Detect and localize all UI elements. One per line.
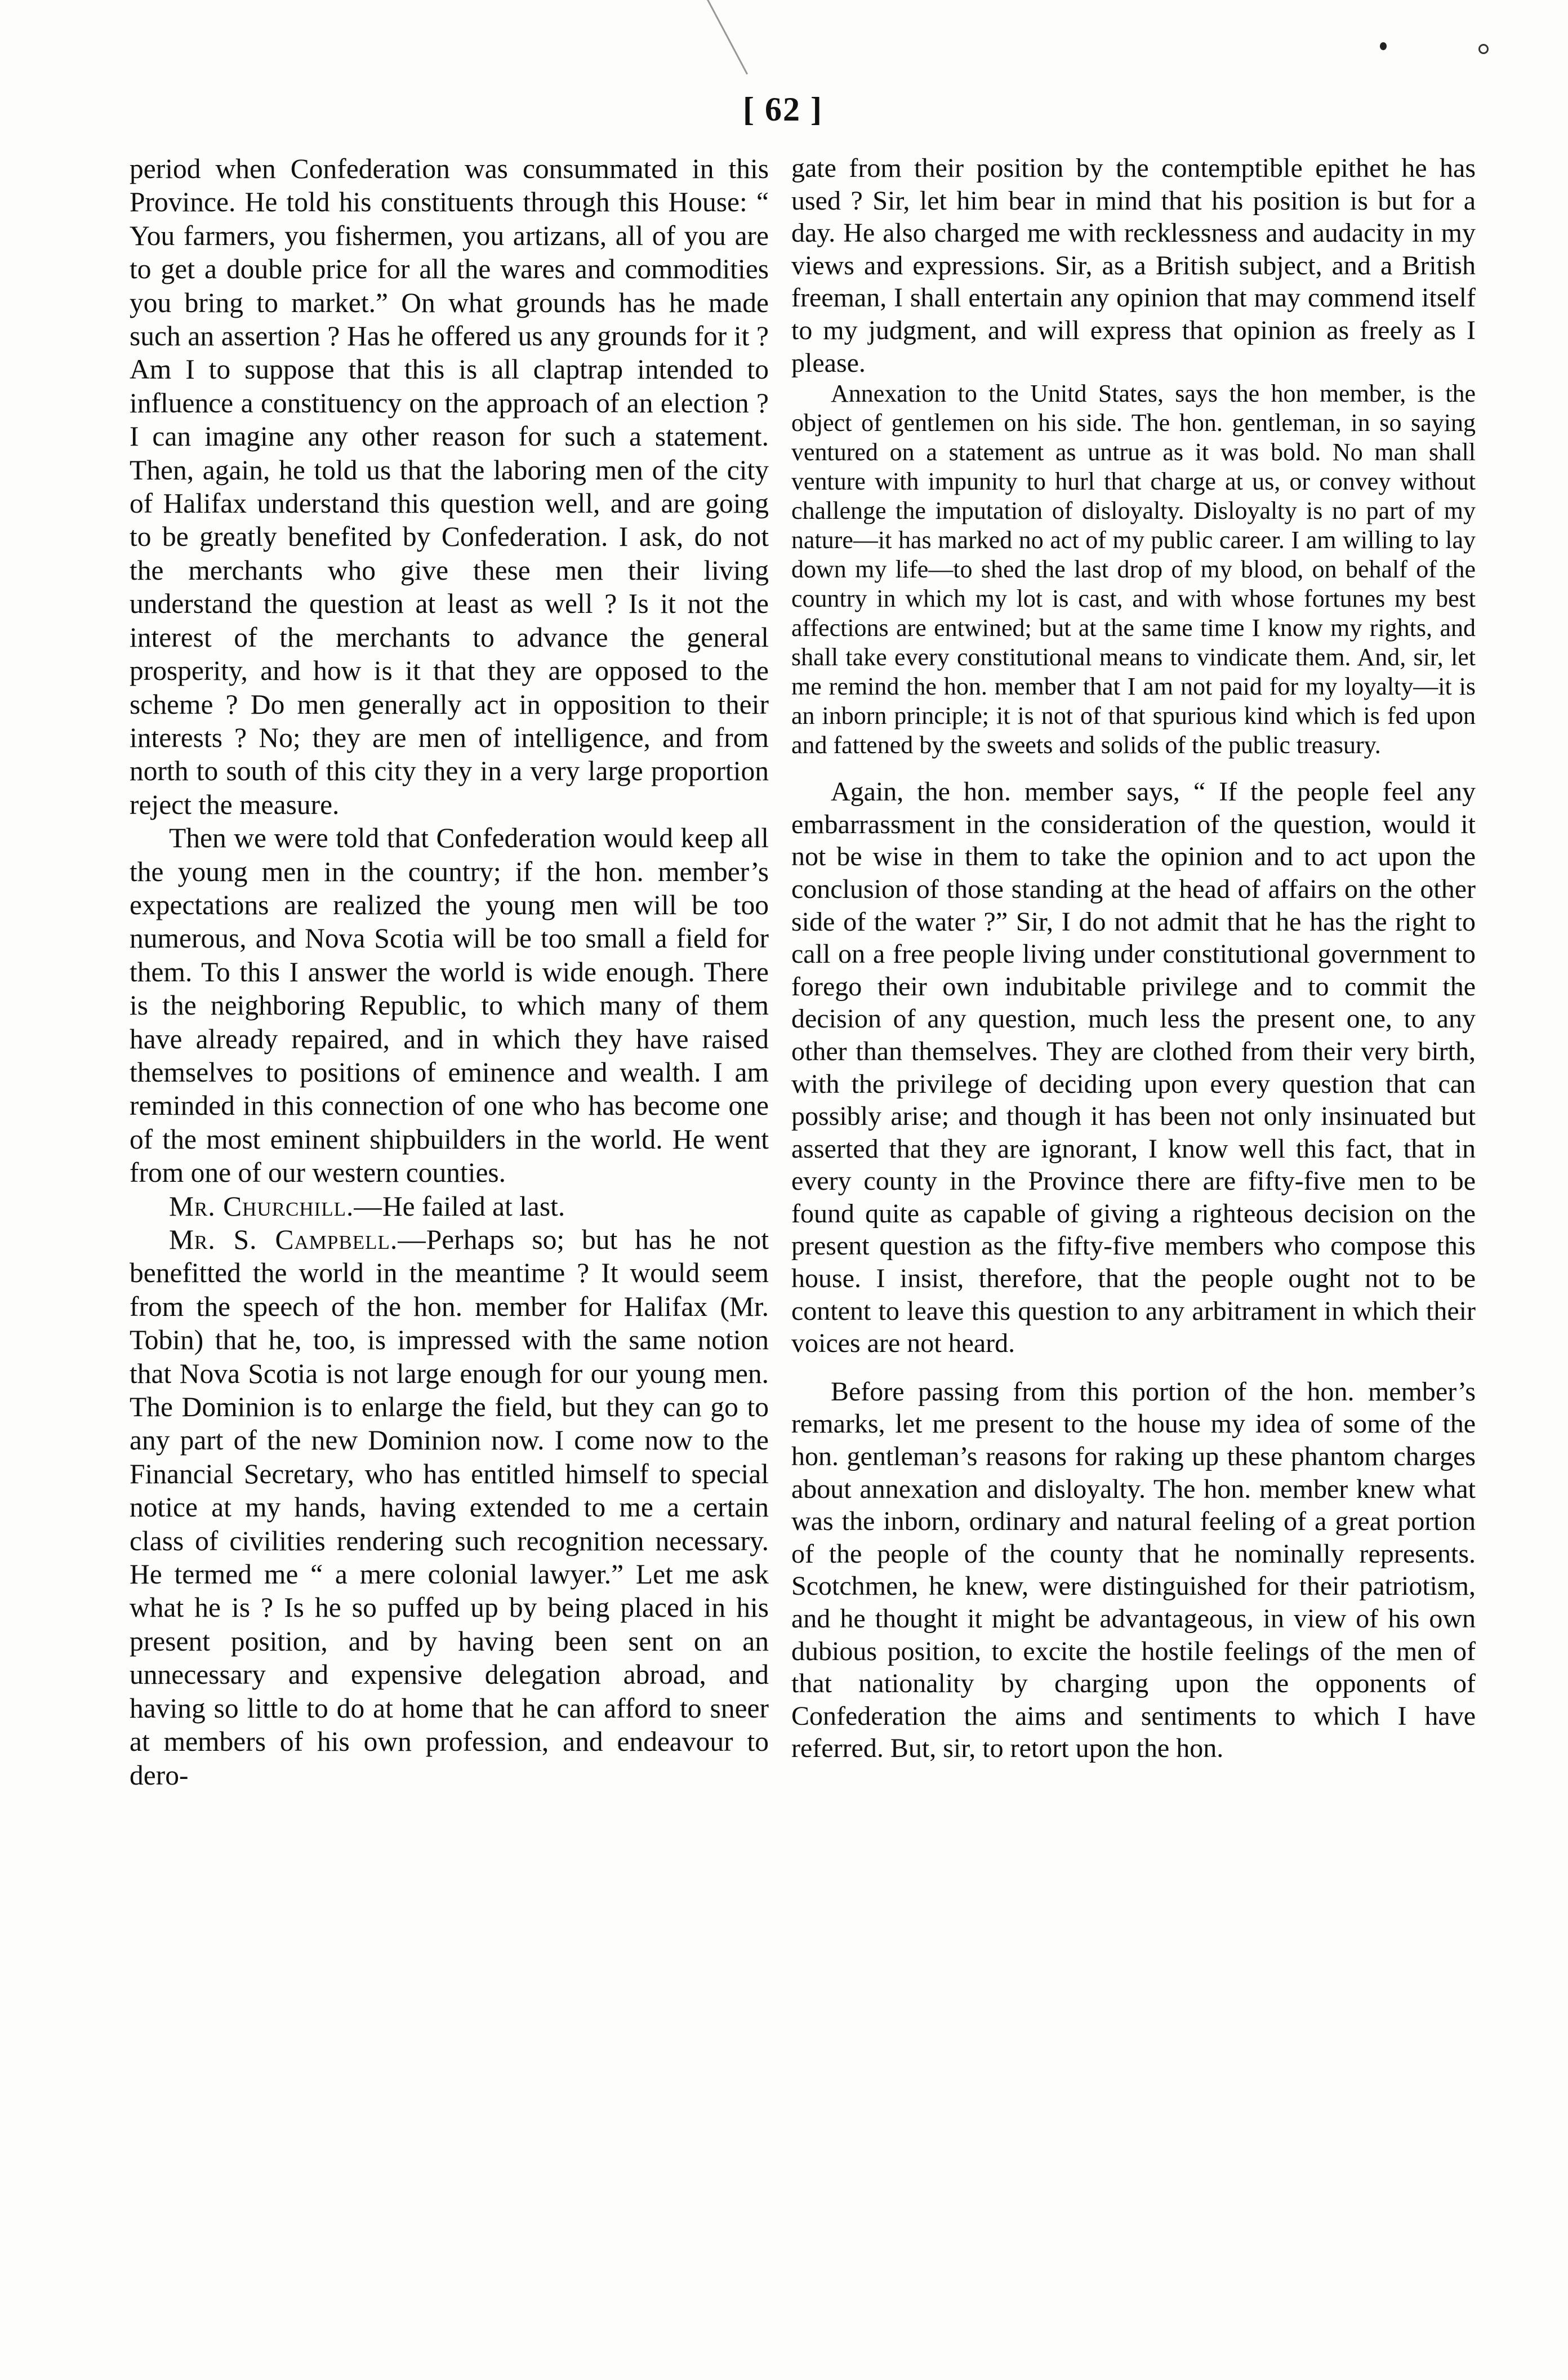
paragraph: Annexation to the Unitd States, says the hon member, is the object of gentlemen on his side. The hon. gentleman, in so saying ventured on a statement as untrue as it was bold. No man shall venture with impunity to hurl that charge at us, or convey without challenge the imputation of disloyalty. Disloyalty is no part of my nature—it has marked no act of my public career. I am willing to lay down my life—to shed the last drop of my blood, on behalf of the country in which my lot is cast, and with whose fortunes my best affections are entwined; but at the same time I know my rights, and shall take every constitutional means to vindicate them. And, sir, let me remind the hon. member that I am not paid for my loyalty—it is an inborn principle; it is not of that spurious kind which is fed upon and fattened by the sweets and solids of the public treasury. xyxy=(791,380,1476,759)
scan-fold-line xyxy=(707,0,748,74)
paragraph: Again, the hon. member says, “ If the people feel any embarrassment in the consideration of the question, would it not be wise in them to take the opinion and to act upon the conclusion of those standing at the head of affairs on the other side of the water ?” Sir, I do not admit that he has the right to call on a free people living under constitutional government to forego their own indubitable privilege and to commit the decision of any question, much less the present one, to any other than themselves. They are clothed from their very birth, with the privilege of deciding upon every question that can possibly arise; and though it has been not only insinuated but asserted that they are ignorant, I know well this fact, that in every county in the Province there are fifty-five men to be found quite as capable of giving a righteous decision on the present question as the fifty-five members who compose this house. I insist, therefore, that the people ought not to be content to leave this question to any arbitrament in which their voices are not heard. xyxy=(791,777,1476,1359)
paragraph: period when Confederation was consummated in this Province. He told his constituents through this House: “ You farmers, you fishermen, you artizans, all of you are to get a double price for all the wares and commodities you bring to market.” On what grounds has he made such an assertion ? Has he offered us any grounds for it ? Am I to suppose that this is all claptrap intended to influence a constituency on the approach of an election ? I can imagine any other reason for such a statement. Then, again, he told us that the laboring men of the city of Halifax understand this question well, and are going to be greatly benefited by Confederation. I ask, do not the merchants who give these men their living understand the question at least as well ? Is it not the interest of the merchants to advance the general prosperity, and how is it that they are opposed to the scheme ? Do men generally act in opposition to their interests ? No; they are men of intelligence, and from north to south of this city they in a very large proportion reject the measure. xyxy=(130,153,769,820)
paragraph: gate from their position by the contemptible epithet he has used ? Sir, let him bear in mind that his position is but for a day. He also charged me with recklessness and audacity in my views and expressions. Sir, as a British subject, and a British freeman, I shall entertain any opinion that may commend itself to my judgment, and will express that opinion as freely as I please. xyxy=(791,153,1476,378)
speaker-name: Mr. S. Campbell.— xyxy=(169,1224,426,1255)
scan-ring-mark xyxy=(1478,44,1489,54)
speaker-paragraph xyxy=(130,1190,769,1223)
right-column xyxy=(791,152,1476,1765)
paragraph: Then we were told that Confederation would keep all the young men in the country; if the hon. member’s expectations are realized the young men will be too numerous, and Nova Scotia will be too small a field for them. To this I answer the world is wide enough. There is the neighboring Republic, to which many of them have already repaired, and in which they have raised themselves to positions of eminence and wealth. I am reminded in this connection of one who has become one of the most eminent shipbuilders in the world. He went from one of our western counties. xyxy=(130,822,769,1189)
page-number: [ 62 ] xyxy=(743,91,823,128)
paragraph: Before passing from this portion of the hon. member’s remarks, let me present to the house my idea of some of the hon. gentleman’s reasons for raking up these phantom charges about annexation and disloyalty. The hon. member knew what was the inborn, ordinary and natural feeling of a great portion of the people of the county that he nominally represents. Scotchmen, he knew, were distinguished for their patriotism, and he thought it might be advantageous, in view of his own dubious position, to excite the hostile feelings of the men of that nationality by charging upon the opponents of Confederation the aims and sentiments to which I have referred. But, sir, to retort upon the hon. xyxy=(791,1376,1476,1764)
speech-text: He failed at last. xyxy=(382,1190,565,1222)
speech-text: Perhaps so; but has he not benefitted the world in the meantime ? It would seem from the speech of the hon. member for Halifax (Mr. Tobin) that he, too, is impressed with the same notion that Nova Scotia is not large enough for our young men. The Dominion is to enlarge the field, but they can go to any part of the new Dominion now. I come now to the Financial Secretary, who has entitled himself to special notice at my hands, having extended to me a certain class of civilities rendering such recognition necessary. He termed me “ a mere colonial lawyer.” Let me ask what he is ? Is he so puffed up by being placed in his present position, and by having been sent on an unnecessary and expensive delegation abroad, and having so little to do at home that he can afford to sneer at members of his own profession, and endeavour to dero- xyxy=(130,1224,769,1791)
scan-dot-mark xyxy=(1380,42,1387,50)
speaker-name: Mr. Churchill.— xyxy=(169,1190,382,1222)
left-column xyxy=(130,152,769,1792)
speaker-paragraph xyxy=(130,1223,769,1792)
